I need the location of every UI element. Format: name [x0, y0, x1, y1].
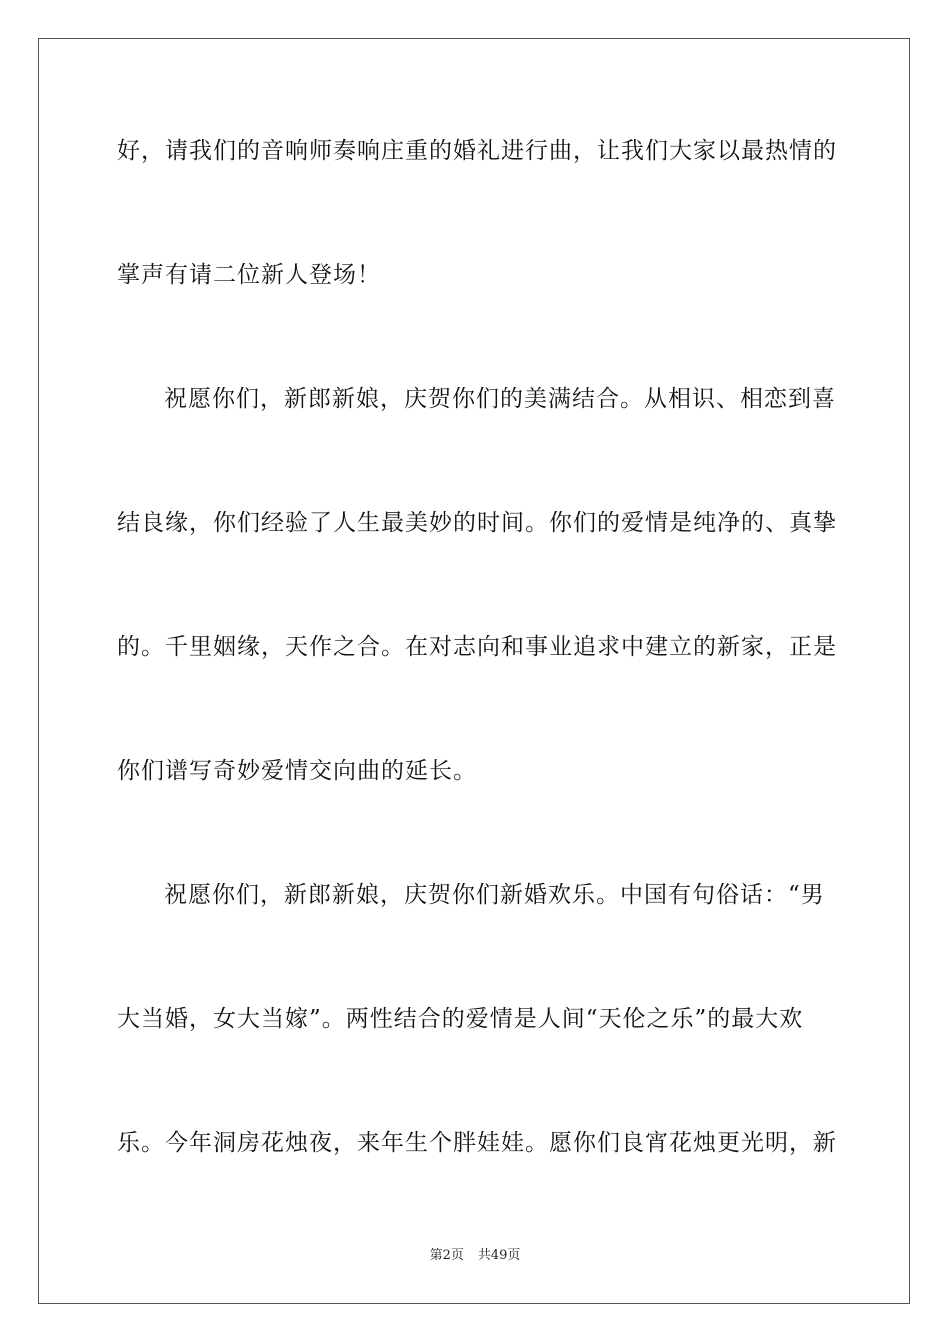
body-text-line: 好，请我们的音响师奏响庄重的婚礼进行曲，让我们大家以最热情的	[117, 138, 837, 164]
body-text-line: 大当婚，女大当嫁”。两性结合的爱情是人间“天伦之乐”的最大欢	[117, 1006, 804, 1032]
paragraph-start-line: 祝愿你们，新郎新娘，庆贺你们新婚欢乐。中国有句俗话：“男	[164, 882, 825, 908]
body-text-line: 结良缘，你们经验了人生最美妙的时间。你们的爱情是纯净的、真挚	[117, 510, 837, 536]
body-text-line: 的。千里姻缘，天作之合。在对志向和事业追求中建立的新家，正是	[117, 634, 837, 660]
page-border	[38, 38, 910, 1304]
total-page-count: 共49页	[477, 1248, 521, 1263]
current-page-number: 第2页	[429, 1248, 464, 1263]
body-text-line: 你们谱写奇妙爱情交向曲的延长。	[117, 758, 477, 784]
page-footer	[0, 1247, 950, 1265]
body-text-line: 乐。今年洞房花烛夜，来年生个胖娃娃。愿你们良宵花烛更光明，新	[117, 1130, 837, 1156]
body-text-line: 掌声有请二位新人登场！	[117, 262, 381, 288]
paragraph-start-line: 祝愿你们，新郎新娘，庆贺你们的美满结合。从相识、相恋到喜	[164, 386, 836, 412]
